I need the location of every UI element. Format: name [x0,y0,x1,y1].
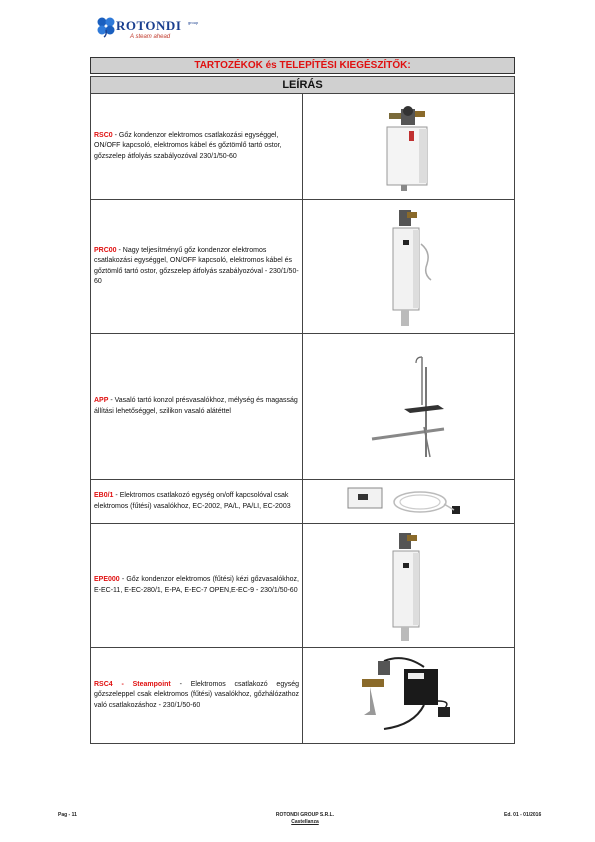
product-code: RSC0 [94,131,113,139]
product-image-rsc0 [303,94,515,200]
product-image-eb01 [303,480,515,524]
product-code: EPE000 [94,576,120,583]
edition-label: Ed. 01 - 01/2016 [504,812,542,818]
table-row [91,200,515,334]
table-row [91,648,515,744]
product-image-epe000 [303,524,515,648]
rotondi-logo [96,16,226,50]
company-city: Castellanza [291,819,319,825]
product-code: RSC4 - Steampoint [94,680,171,688]
product-text: - Nagy teljesítményű gőz kondenzor elektromos csatlakozási egységgel, ON/OFF kapcsoló, elektromos kábel és gőztömlő tartó ostor, gőzszelep átfolyás szabályozóval - 230/1/50-60 [94,246,299,285]
table-row [91,334,515,480]
table-row [91,480,515,524]
product-text: - Elektromos csatlakozó egység gőzszeleppel csak elektromos (fűtési) vasalókhoz, gőzhálózathoz való csatlakozáshoz - 230/1/50-60 [94,680,299,709]
row-description [91,524,303,648]
product-text: - Gőz kondenzor elektromos csatlakozási egységgel, ON/OFF kapcsoló, elektromos kábel és gőztömlő tartó ostor, gőzszelep átfolyás szabályozóval 230/1/50-60 [94,131,282,160]
accessories-table [90,76,515,744]
table-row [91,524,515,648]
description-header: LEÍRÁS [91,77,515,94]
product-image-prc00 [303,200,515,334]
product-code: PRC00 [94,246,117,254]
page-number: Pag - 11 [58,812,77,818]
footer-company [270,812,340,826]
row-description [91,648,303,744]
product-text: - Elektromos csatlakozó egység on/off kapcsolóval csak elektromos (fűtési) vasalókhoz, EC-2002, PA/L, PA/LI, EC-2003 [94,492,291,510]
product-image-app [303,334,515,480]
row-description [91,200,303,334]
logo-wordmark: ROTONDI [116,18,182,33]
page-title: TARTOZÉKOK és TELEPÍTÉSI KIEGÉSZÍTŐK: [90,57,515,74]
product-code: APP [94,397,109,404]
logo-tagline: A steam ahead [130,34,171,40]
company-name: ROTONDI GROUP S.R.L. [275,812,335,818]
clover-logo-icon [96,16,116,38]
row-description [91,334,303,480]
row-description [91,94,303,200]
product-text: - Gőz kondenzor elektromos (fűtési) kézi gőzvasalókhoz, E-EC-11, E-EC-280/1, E-PA, E-EC-7 OPEN,E-EC-9 - 230/1/50-60 [94,576,299,594]
logo-group-mark: group [188,20,199,25]
product-text: - Vasaló tartó konzol présvasalókhoz, mélység és magasság állítási lehetőséggel, szilikon vasaló alátéttel [94,397,298,415]
product-image-rsc4 [303,648,515,744]
product-code: EB0/1 [94,492,114,499]
row-description [91,480,303,524]
table-row [91,94,515,200]
